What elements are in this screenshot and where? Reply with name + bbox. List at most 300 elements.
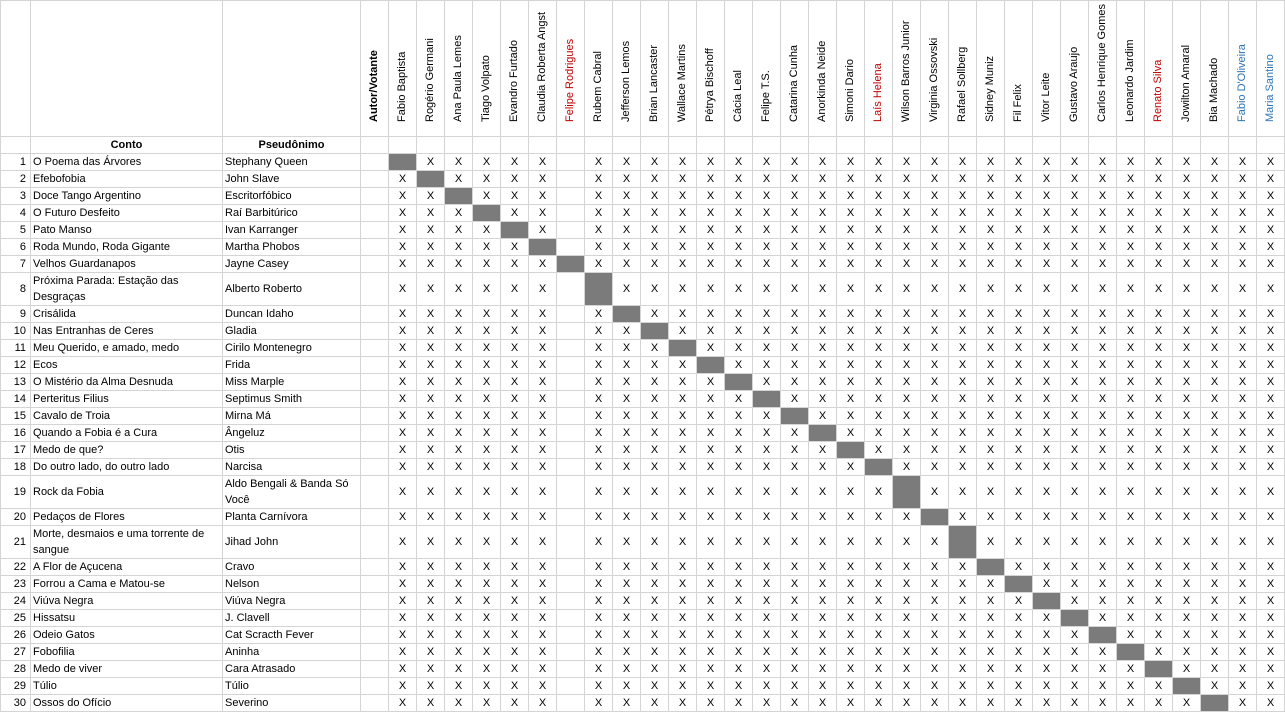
vote-mark-cell[interactable]: X xyxy=(1089,442,1117,459)
diagonal-self-cell[interactable] xyxy=(613,306,641,323)
vote-mark-cell[interactable]: X xyxy=(1145,526,1173,559)
empty-vote-cell[interactable] xyxy=(557,340,585,357)
voter-header-17[interactable] xyxy=(837,1,865,137)
vote-mark-cell[interactable]: X xyxy=(1201,239,1229,256)
vote-mark-cell[interactable]: X xyxy=(585,205,613,222)
empty-vote-cell[interactable] xyxy=(557,695,585,712)
vote-mark-cell[interactable]: X xyxy=(1201,171,1229,188)
conto-cell[interactable]: O Poema das Árvores xyxy=(31,154,223,171)
diagonal-self-cell[interactable] xyxy=(1173,678,1201,695)
vote-mark-cell[interactable]: X xyxy=(585,576,613,593)
vote-mark-cell[interactable]: X xyxy=(865,408,893,425)
vote-mark-cell[interactable]: X xyxy=(725,593,753,610)
vote-mark-cell[interactable]: X xyxy=(1117,459,1145,476)
voter-header-24[interactable] xyxy=(1033,1,1061,137)
vote-mark-cell[interactable]: X xyxy=(641,442,669,459)
vote-mark-cell[interactable]: X xyxy=(1033,559,1061,576)
vote-mark-cell[interactable]: X xyxy=(725,644,753,661)
vote-mark-cell[interactable]: X xyxy=(781,509,809,526)
vote-mark-cell[interactable]: X xyxy=(1173,627,1201,644)
vote-mark-cell[interactable]: X xyxy=(389,391,417,408)
vote-mark-cell[interactable]: X xyxy=(669,459,697,476)
autor-blank-cell[interactable] xyxy=(361,357,389,374)
vote-mark-cell[interactable]: X xyxy=(585,661,613,678)
vote-mark-cell[interactable]: X xyxy=(809,509,837,526)
vote-mark-cell[interactable]: X xyxy=(753,408,781,425)
voter-header-21[interactable] xyxy=(949,1,977,137)
vote-mark-cell[interactable]: X xyxy=(1229,374,1257,391)
pseudo-cell[interactable]: Aninha xyxy=(223,644,361,661)
voter-subheader-blank[interactable] xyxy=(1173,137,1201,154)
voter-header-7[interactable] xyxy=(557,1,585,137)
vote-mark-cell[interactable]: X xyxy=(781,357,809,374)
vote-mark-cell[interactable]: X xyxy=(585,425,613,442)
vote-mark-cell[interactable]: X xyxy=(809,205,837,222)
vote-mark-cell[interactable]: X xyxy=(1257,695,1285,712)
row-number[interactable]: 5 xyxy=(1,222,31,239)
vote-mark-cell[interactable]: X xyxy=(697,644,725,661)
vote-mark-cell[interactable]: X xyxy=(781,526,809,559)
vote-mark-cell[interactable]: X xyxy=(445,374,473,391)
voter-header-32[interactable] xyxy=(1257,1,1285,137)
vote-mark-cell[interactable]: X xyxy=(1089,171,1117,188)
vote-mark-cell[interactable]: X xyxy=(389,526,417,559)
vote-mark-cell[interactable]: X xyxy=(977,576,1005,593)
vote-mark-cell[interactable]: X xyxy=(893,408,921,425)
vote-mark-cell[interactable]: X xyxy=(1061,154,1089,171)
voter-header-2[interactable] xyxy=(417,1,445,137)
vote-mark-cell[interactable]: X xyxy=(669,171,697,188)
vote-mark-cell[interactable]: X xyxy=(921,661,949,678)
vote-mark-cell[interactable]: X xyxy=(1117,442,1145,459)
autor-blank-cell[interactable] xyxy=(361,374,389,391)
vote-mark-cell[interactable]: X xyxy=(725,442,753,459)
diagonal-self-cell[interactable] xyxy=(445,188,473,205)
row-number[interactable]: 20 xyxy=(1,509,31,526)
vote-mark-cell[interactable]: X xyxy=(1005,610,1033,627)
diagonal-self-cell[interactable] xyxy=(1117,644,1145,661)
voter-subheader-blank[interactable] xyxy=(781,137,809,154)
vote-mark-cell[interactable]: X xyxy=(1033,610,1061,627)
vote-mark-cell[interactable]: X xyxy=(1117,610,1145,627)
vote-mark-cell[interactable]: X xyxy=(865,306,893,323)
vote-mark-cell[interactable]: X xyxy=(641,306,669,323)
vote-mark-cell[interactable]: X xyxy=(501,154,529,171)
vote-mark-cell[interactable]: X xyxy=(977,661,1005,678)
vote-mark-cell[interactable]: X xyxy=(725,306,753,323)
vote-mark-cell[interactable]: X xyxy=(1061,661,1089,678)
vote-mark-cell[interactable]: X xyxy=(1145,391,1173,408)
vote-mark-cell[interactable]: X xyxy=(669,408,697,425)
vote-mark-cell[interactable]: X xyxy=(781,442,809,459)
vote-mark-cell[interactable]: X xyxy=(501,576,529,593)
vote-mark-cell[interactable]: X xyxy=(501,273,529,306)
pseudo-cell[interactable]: Nelson xyxy=(223,576,361,593)
vote-mark-cell[interactable]: X xyxy=(921,459,949,476)
row-number[interactable]: 26 xyxy=(1,627,31,644)
vote-mark-cell[interactable]: X xyxy=(529,526,557,559)
vote-mark-cell[interactable]: X xyxy=(473,509,501,526)
vote-mark-cell[interactable]: X xyxy=(725,576,753,593)
vote-mark-cell[interactable]: X xyxy=(1033,695,1061,712)
empty-vote-cell[interactable] xyxy=(557,526,585,559)
voter-subheader-blank[interactable] xyxy=(1229,137,1257,154)
vote-mark-cell[interactable]: X xyxy=(1117,408,1145,425)
vote-mark-cell[interactable]: X xyxy=(613,205,641,222)
vote-mark-cell[interactable]: X xyxy=(473,323,501,340)
vote-mark-cell[interactable]: X xyxy=(725,323,753,340)
vote-mark-cell[interactable]: X xyxy=(753,559,781,576)
vote-mark-cell[interactable]: X xyxy=(1229,442,1257,459)
conto-cell[interactable]: O Mistério da Alma Desnuda xyxy=(31,374,223,391)
vote-mark-cell[interactable]: X xyxy=(893,256,921,273)
vote-mark-cell[interactable]: X xyxy=(893,459,921,476)
vote-mark-cell[interactable]: X xyxy=(473,644,501,661)
vote-mark-cell[interactable]: X xyxy=(1173,222,1201,239)
vote-mark-cell[interactable]: X xyxy=(389,559,417,576)
vote-mark-cell[interactable]: X xyxy=(949,188,977,205)
vote-mark-cell[interactable]: X xyxy=(1173,239,1201,256)
vote-mark-cell[interactable]: X xyxy=(529,425,557,442)
vote-mark-cell[interactable]: X xyxy=(781,306,809,323)
vote-mark-cell[interactable]: X xyxy=(1257,188,1285,205)
vote-mark-cell[interactable]: X xyxy=(445,273,473,306)
vote-mark-cell[interactable]: X xyxy=(641,239,669,256)
diagonal-self-cell[interactable] xyxy=(1201,695,1229,712)
row-number[interactable]: 6 xyxy=(1,239,31,256)
vote-mark-cell[interactable]: X xyxy=(1173,340,1201,357)
vote-mark-cell[interactable]: X xyxy=(837,526,865,559)
vote-mark-cell[interactable]: X xyxy=(417,627,445,644)
diagonal-self-cell[interactable] xyxy=(865,459,893,476)
vote-mark-cell[interactable]: X xyxy=(1005,357,1033,374)
vote-mark-cell[interactable]: X xyxy=(445,695,473,712)
vote-mark-cell[interactable]: X xyxy=(1033,340,1061,357)
vote-mark-cell[interactable]: X xyxy=(417,154,445,171)
vote-mark-cell[interactable]: X xyxy=(1117,306,1145,323)
vote-mark-cell[interactable]: X xyxy=(865,442,893,459)
vote-mark-cell[interactable]: X xyxy=(837,154,865,171)
pseudo-cell[interactable]: Cat Scracth Fever xyxy=(223,627,361,644)
conto-cell[interactable]: Roda Mundo, Roda Gigante xyxy=(31,239,223,256)
vote-mark-cell[interactable]: X xyxy=(949,425,977,442)
voter-subheader-blank[interactable] xyxy=(977,137,1005,154)
vote-mark-cell[interactable]: X xyxy=(1033,644,1061,661)
vote-mark-cell[interactable]: X xyxy=(445,559,473,576)
empty-vote-cell[interactable] xyxy=(557,559,585,576)
vote-mark-cell[interactable]: X xyxy=(445,256,473,273)
vote-mark-cell[interactable]: X xyxy=(1145,171,1173,188)
vote-mark-cell[interactable]: X xyxy=(417,644,445,661)
vote-mark-cell[interactable]: X xyxy=(473,442,501,459)
empty-vote-cell[interactable] xyxy=(557,323,585,340)
vote-mark-cell[interactable]: X xyxy=(1089,222,1117,239)
vote-mark-cell[interactable]: X xyxy=(389,425,417,442)
vote-mark-cell[interactable]: X xyxy=(781,644,809,661)
vote-mark-cell[interactable]: X xyxy=(669,239,697,256)
vote-mark-cell[interactable]: X xyxy=(837,678,865,695)
diagonal-self-cell[interactable] xyxy=(893,476,921,509)
vote-mark-cell[interactable]: X xyxy=(1089,509,1117,526)
vote-mark-cell[interactable]: X xyxy=(1173,306,1201,323)
vote-mark-cell[interactable]: X xyxy=(949,357,977,374)
vote-mark-cell[interactable]: X xyxy=(417,526,445,559)
vote-mark-cell[interactable]: X xyxy=(865,391,893,408)
vote-mark-cell[interactable]: X xyxy=(781,391,809,408)
vote-mark-cell[interactable]: X xyxy=(585,171,613,188)
vote-mark-cell[interactable]: X xyxy=(389,408,417,425)
vote-mark-cell[interactable]: X xyxy=(949,408,977,425)
vote-mark-cell[interactable]: X xyxy=(837,593,865,610)
vote-mark-cell[interactable]: X xyxy=(529,171,557,188)
vote-mark-cell[interactable]: X xyxy=(1089,273,1117,306)
vote-mark-cell[interactable]: X xyxy=(1145,323,1173,340)
vote-mark-cell[interactable]: X xyxy=(837,188,865,205)
vote-mark-cell[interactable]: X xyxy=(977,256,1005,273)
vote-mark-cell[interactable]: X xyxy=(1061,678,1089,695)
pseudo-cell[interactable]: Cirilo Montenegro xyxy=(223,340,361,357)
vote-mark-cell[interactable]: X xyxy=(1173,509,1201,526)
vote-mark-cell[interactable]: X xyxy=(417,678,445,695)
vote-mark-cell[interactable]: X xyxy=(809,661,837,678)
vote-mark-cell[interactable]: X xyxy=(1173,459,1201,476)
vote-mark-cell[interactable]: X xyxy=(389,188,417,205)
vote-mark-cell[interactable]: X xyxy=(445,391,473,408)
pseudo-cell[interactable]: Escritorfóbico xyxy=(223,188,361,205)
diagonal-self-cell[interactable] xyxy=(529,239,557,256)
vote-mark-cell[interactable]: X xyxy=(753,256,781,273)
vote-mark-cell[interactable]: X xyxy=(837,222,865,239)
vote-mark-cell[interactable]: X xyxy=(1117,661,1145,678)
empty-vote-cell[interactable] xyxy=(557,576,585,593)
vote-mark-cell[interactable]: X xyxy=(473,222,501,239)
vote-mark-cell[interactable]: X xyxy=(501,256,529,273)
vote-mark-cell[interactable]: X xyxy=(389,222,417,239)
autor-votante-header[interactable] xyxy=(361,1,389,137)
vote-mark-cell[interactable]: X xyxy=(501,661,529,678)
autor-blank-cell[interactable] xyxy=(361,408,389,425)
vote-mark-cell[interactable]: X xyxy=(977,273,1005,306)
vote-mark-cell[interactable]: X xyxy=(1005,559,1033,576)
vote-mark-cell[interactable]: X xyxy=(1201,459,1229,476)
vote-mark-cell[interactable]: X xyxy=(837,627,865,644)
vote-mark-cell[interactable]: X xyxy=(949,576,977,593)
vote-mark-cell[interactable]: X xyxy=(725,357,753,374)
vote-mark-cell[interactable]: X xyxy=(1257,256,1285,273)
vote-mark-cell[interactable]: X xyxy=(1089,408,1117,425)
vote-mark-cell[interactable]: X xyxy=(473,340,501,357)
conto-cell[interactable]: Meu Querido, e amado, medo xyxy=(31,340,223,357)
vote-mark-cell[interactable]: X xyxy=(921,391,949,408)
vote-mark-cell[interactable]: X xyxy=(977,425,1005,442)
vote-mark-cell[interactable]: X xyxy=(865,256,893,273)
autor-blank-cell[interactable] xyxy=(361,323,389,340)
vote-mark-cell[interactable]: X xyxy=(389,357,417,374)
vote-mark-cell[interactable]: X xyxy=(1229,306,1257,323)
vote-mark-cell[interactable]: X xyxy=(473,357,501,374)
voter-header-3[interactable] xyxy=(445,1,473,137)
vote-mark-cell[interactable]: X xyxy=(669,526,697,559)
vote-mark-cell[interactable]: X xyxy=(1201,610,1229,627)
vote-mark-cell[interactable]: X xyxy=(921,188,949,205)
diagonal-self-cell[interactable] xyxy=(1033,593,1061,610)
conto-cell[interactable]: Velhos Guardanapos xyxy=(31,256,223,273)
vote-mark-cell[interactable]: X xyxy=(725,222,753,239)
pseudo-cell[interactable]: Septimus Smith xyxy=(223,391,361,408)
vote-mark-cell[interactable]: X xyxy=(949,593,977,610)
pseudo-header[interactable]: Pseudônimo xyxy=(223,137,361,154)
vote-mark-cell[interactable]: X xyxy=(1257,442,1285,459)
vote-mark-cell[interactable]: X xyxy=(1061,188,1089,205)
vote-mark-cell[interactable]: X xyxy=(977,627,1005,644)
conto-cell[interactable]: Fobofilia xyxy=(31,644,223,661)
vote-mark-cell[interactable]: X xyxy=(529,695,557,712)
conto-cell[interactable]: Rock da Fobia xyxy=(31,476,223,509)
vote-mark-cell[interactable]: X xyxy=(641,374,669,391)
vote-mark-cell[interactable]: X xyxy=(613,273,641,306)
pseudo-cell[interactable]: Planta Carnívora xyxy=(223,509,361,526)
voter-header-6[interactable] xyxy=(529,1,557,137)
vote-mark-cell[interactable]: X xyxy=(753,273,781,306)
pseudo-cell[interactable]: Mirna Má xyxy=(223,408,361,425)
vote-mark-cell[interactable]: X xyxy=(585,610,613,627)
vote-mark-cell[interactable]: X xyxy=(1201,559,1229,576)
pseudo-cell[interactable]: Cara Atrasado xyxy=(223,661,361,678)
vote-mark-cell[interactable]: X xyxy=(613,391,641,408)
vote-mark-cell[interactable]: X xyxy=(501,205,529,222)
vote-mark-cell[interactable]: X xyxy=(669,188,697,205)
vote-mark-cell[interactable]: X xyxy=(865,239,893,256)
vote-mark-cell[interactable]: X xyxy=(389,695,417,712)
vote-mark-cell[interactable]: X xyxy=(1201,425,1229,442)
conto-cell[interactable]: Medo de que? xyxy=(31,442,223,459)
vote-mark-cell[interactable]: X xyxy=(641,273,669,306)
vote-mark-cell[interactable]: X xyxy=(669,256,697,273)
vote-mark-cell[interactable]: X xyxy=(585,340,613,357)
vote-mark-cell[interactable]: X xyxy=(1145,222,1173,239)
vote-mark-cell[interactable]: X xyxy=(1061,559,1089,576)
vote-mark-cell[interactable]: X xyxy=(1173,593,1201,610)
voter-subheader-blank[interactable] xyxy=(1257,137,1285,154)
vote-mark-cell[interactable]: X xyxy=(837,323,865,340)
vote-mark-cell[interactable]: X xyxy=(1173,476,1201,509)
vote-mark-cell[interactable]: X xyxy=(1145,425,1173,442)
vote-mark-cell[interactable]: X xyxy=(809,340,837,357)
vote-mark-cell[interactable]: X xyxy=(501,323,529,340)
empty-vote-cell[interactable] xyxy=(557,222,585,239)
vote-mark-cell[interactable]: X xyxy=(1145,357,1173,374)
vote-mark-cell[interactable]: X xyxy=(613,408,641,425)
voter-header-11[interactable] xyxy=(669,1,697,137)
vote-mark-cell[interactable]: X xyxy=(1033,357,1061,374)
vote-mark-cell[interactable]: X xyxy=(697,171,725,188)
vote-mark-cell[interactable]: X xyxy=(893,509,921,526)
vote-mark-cell[interactable]: X xyxy=(1173,171,1201,188)
vote-mark-cell[interactable]: X xyxy=(837,576,865,593)
vote-mark-cell[interactable]: X xyxy=(1145,559,1173,576)
vote-mark-cell[interactable]: X xyxy=(753,239,781,256)
row-number[interactable]: 8 xyxy=(1,273,31,306)
vote-mark-cell[interactable]: X xyxy=(753,340,781,357)
vote-mark-cell[interactable]: X xyxy=(1061,627,1089,644)
vote-mark-cell[interactable]: X xyxy=(529,391,557,408)
empty-vote-cell[interactable] xyxy=(557,459,585,476)
vote-mark-cell[interactable]: X xyxy=(1173,526,1201,559)
vote-mark-cell[interactable]: X xyxy=(865,171,893,188)
vote-mark-cell[interactable]: X xyxy=(865,695,893,712)
vote-mark-cell[interactable]: X xyxy=(1229,239,1257,256)
vote-mark-cell[interactable]: X xyxy=(809,273,837,306)
vote-mark-cell[interactable]: X xyxy=(417,593,445,610)
vote-mark-cell[interactable]: X xyxy=(613,357,641,374)
vote-mark-cell[interactable]: X xyxy=(977,306,1005,323)
vote-mark-cell[interactable]: X xyxy=(865,559,893,576)
vote-mark-cell[interactable]: X xyxy=(753,627,781,644)
vote-mark-cell[interactable]: X xyxy=(921,593,949,610)
vote-mark-cell[interactable]: X xyxy=(1229,661,1257,678)
vote-mark-cell[interactable]: X xyxy=(445,593,473,610)
vote-mark-cell[interactable]: X xyxy=(529,442,557,459)
vote-mark-cell[interactable]: X xyxy=(809,188,837,205)
vote-mark-cell[interactable]: X xyxy=(613,593,641,610)
voter-header-15[interactable] xyxy=(781,1,809,137)
vote-mark-cell[interactable]: X xyxy=(417,425,445,442)
vote-mark-cell[interactable]: X xyxy=(613,425,641,442)
pseudo-cell[interactable]: Raí Barbitúrico xyxy=(223,205,361,222)
vote-mark-cell[interactable]: X xyxy=(1089,391,1117,408)
vote-mark-cell[interactable]: X xyxy=(697,391,725,408)
vote-mark-cell[interactable]: X xyxy=(473,476,501,509)
vote-mark-cell[interactable]: X xyxy=(389,509,417,526)
vote-mark-cell[interactable]: X xyxy=(1145,273,1173,306)
vote-mark-cell[interactable]: X xyxy=(921,559,949,576)
vote-mark-cell[interactable]: X xyxy=(501,306,529,323)
vote-mark-cell[interactable]: X xyxy=(585,526,613,559)
vote-mark-cell[interactable]: X xyxy=(1229,593,1257,610)
pseudo-cell[interactable]: Jihad John xyxy=(223,526,361,559)
vote-mark-cell[interactable]: X xyxy=(417,256,445,273)
vote-mark-cell[interactable]: X xyxy=(1173,256,1201,273)
vote-mark-cell[interactable]: X xyxy=(529,323,557,340)
vote-mark-cell[interactable]: X xyxy=(1117,323,1145,340)
voter-subheader-blank[interactable] xyxy=(1117,137,1145,154)
autor-blank-cell[interactable] xyxy=(361,627,389,644)
vote-mark-cell[interactable]: X xyxy=(501,593,529,610)
vote-mark-cell[interactable]: X xyxy=(697,610,725,627)
vote-mark-cell[interactable]: X xyxy=(753,593,781,610)
vote-mark-cell[interactable]: X xyxy=(977,678,1005,695)
vote-mark-cell[interactable]: X xyxy=(1201,526,1229,559)
conto-cell[interactable]: Efebofobia xyxy=(31,171,223,188)
vote-mark-cell[interactable]: X xyxy=(669,509,697,526)
vote-mark-cell[interactable]: X xyxy=(1089,205,1117,222)
vote-mark-cell[interactable]: X xyxy=(1145,644,1173,661)
vote-mark-cell[interactable]: X xyxy=(1089,425,1117,442)
vote-mark-cell[interactable]: X xyxy=(1033,205,1061,222)
vote-mark-cell[interactable]: X xyxy=(501,627,529,644)
vote-mark-cell[interactable]: X xyxy=(1089,323,1117,340)
vote-mark-cell[interactable]: X xyxy=(473,526,501,559)
vote-mark-cell[interactable]: X xyxy=(1201,408,1229,425)
vote-mark-cell[interactable]: X xyxy=(1257,459,1285,476)
vote-mark-cell[interactable]: X xyxy=(1117,627,1145,644)
conto-cell[interactable]: Túlio xyxy=(31,678,223,695)
vote-mark-cell[interactable]: X xyxy=(417,610,445,627)
diagonal-self-cell[interactable] xyxy=(641,323,669,340)
vote-mark-cell[interactable]: X xyxy=(613,459,641,476)
pseudo-cell[interactable]: Cravo xyxy=(223,559,361,576)
vote-mark-cell[interactable]: X xyxy=(753,222,781,239)
